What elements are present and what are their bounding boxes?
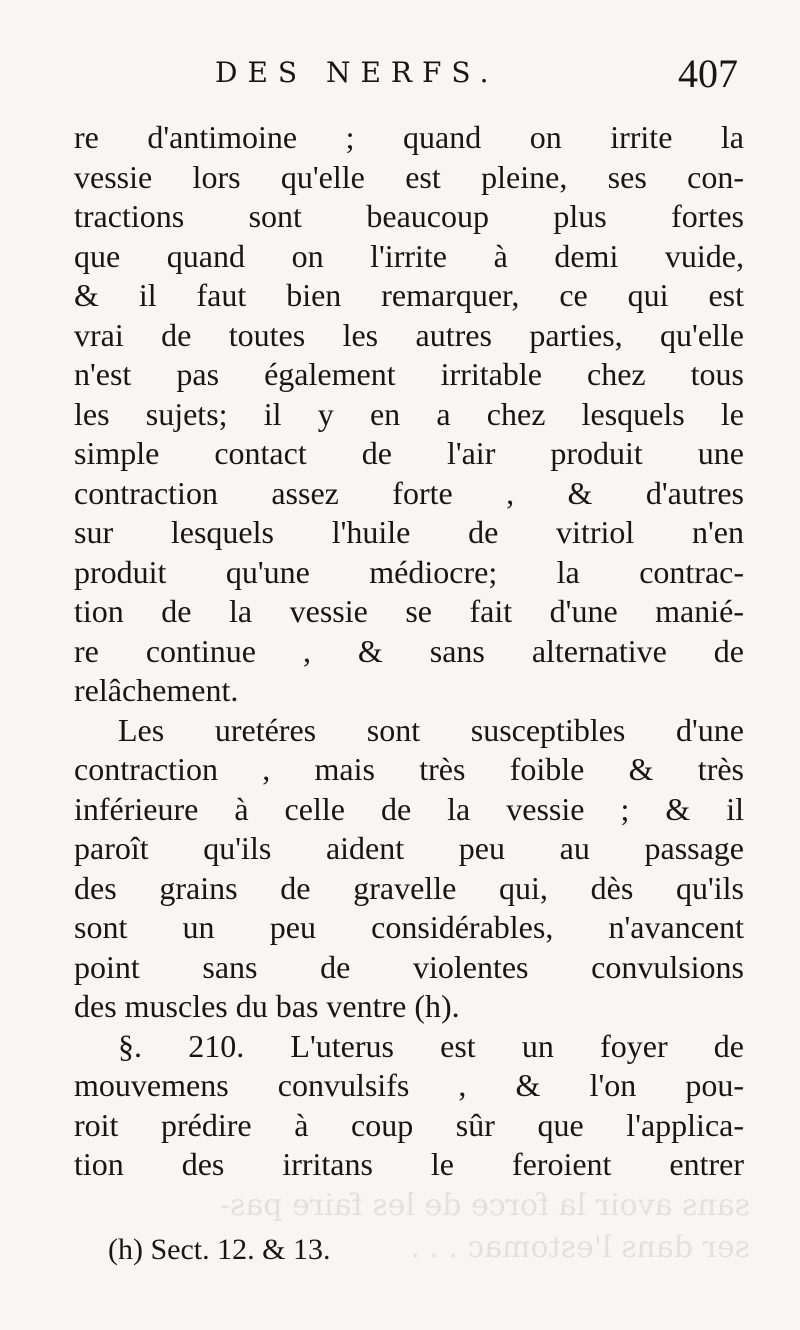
text-line: & il faut bien remarquer, ce qui est: [74, 277, 744, 313]
body-text: [74, 118, 744, 1185]
text-line: simple contact de l'air produit une: [74, 435, 744, 471]
show-through-text: sans avoir la force de les faire pas- ser dans l'estomac . . .: [219, 1188, 750, 1265]
running-head: [0, 50, 800, 110]
section-heading-line: §. 210. L'uterus est un foyer de: [118, 1027, 744, 1064]
text-line: point sans de violentes convulsions: [74, 948, 744, 985]
text-line: re continue , & sans alternative de: [74, 632, 744, 669]
text-line: des grains de gravelle qui, dès qu'ils: [74, 869, 744, 906]
text-line: mouvemens convulsifs , & l'on pou-: [74, 1067, 744, 1103]
text-line: paroît qu'ils aident peu au passage: [74, 830, 744, 866]
text-line: Les uretéres sont susceptibles d'une: [118, 711, 744, 748]
running-title: DES NERFS.: [215, 56, 499, 89]
text-line: tion de la vessie se fait d'une manié-: [74, 593, 744, 629]
text-line: tion des irritans le feroient entrer: [74, 1146, 744, 1182]
page-number: 407: [678, 51, 738, 96]
text-line: n'est pas également irritable chez tous: [74, 356, 744, 392]
text-line: relâchement.: [74, 672, 239, 708]
text-line: vessie lors qu'elle est pleine, ses con-: [74, 158, 744, 195]
text-line: contraction , mais très foible & très: [74, 751, 744, 787]
text-line: inférieure à celle de la vessie ; & il: [74, 790, 744, 827]
footnote: (h) Sect. 12. & 13.: [108, 1233, 331, 1266]
text-line: sont un peu considérables, n'avancent: [74, 909, 744, 945]
text-line: re d'antimoine ; quand on irrite la: [74, 119, 744, 155]
text-line: des muscles du bas ventre (h).: [74, 988, 460, 1024]
text-line: roit prédire à coup sûr que l'applica-: [74, 1106, 744, 1143]
text-line: tractions sont beaucoup plus fortes: [74, 198, 744, 234]
text-line: vrai de toutes les autres parties, qu'elle: [74, 316, 744, 353]
text-line: les sujets; il y en a chez lesquels le: [74, 395, 744, 432]
text-line: contraction assez forte , & d'autres: [74, 474, 744, 511]
text-line: sur lesquels l'huile de vitriol n'en: [74, 514, 744, 550]
text-line: que quand on l'irrite à demi vuide,: [74, 237, 744, 274]
text-line: produit qu'une médiocre; la contrac-: [74, 553, 744, 590]
